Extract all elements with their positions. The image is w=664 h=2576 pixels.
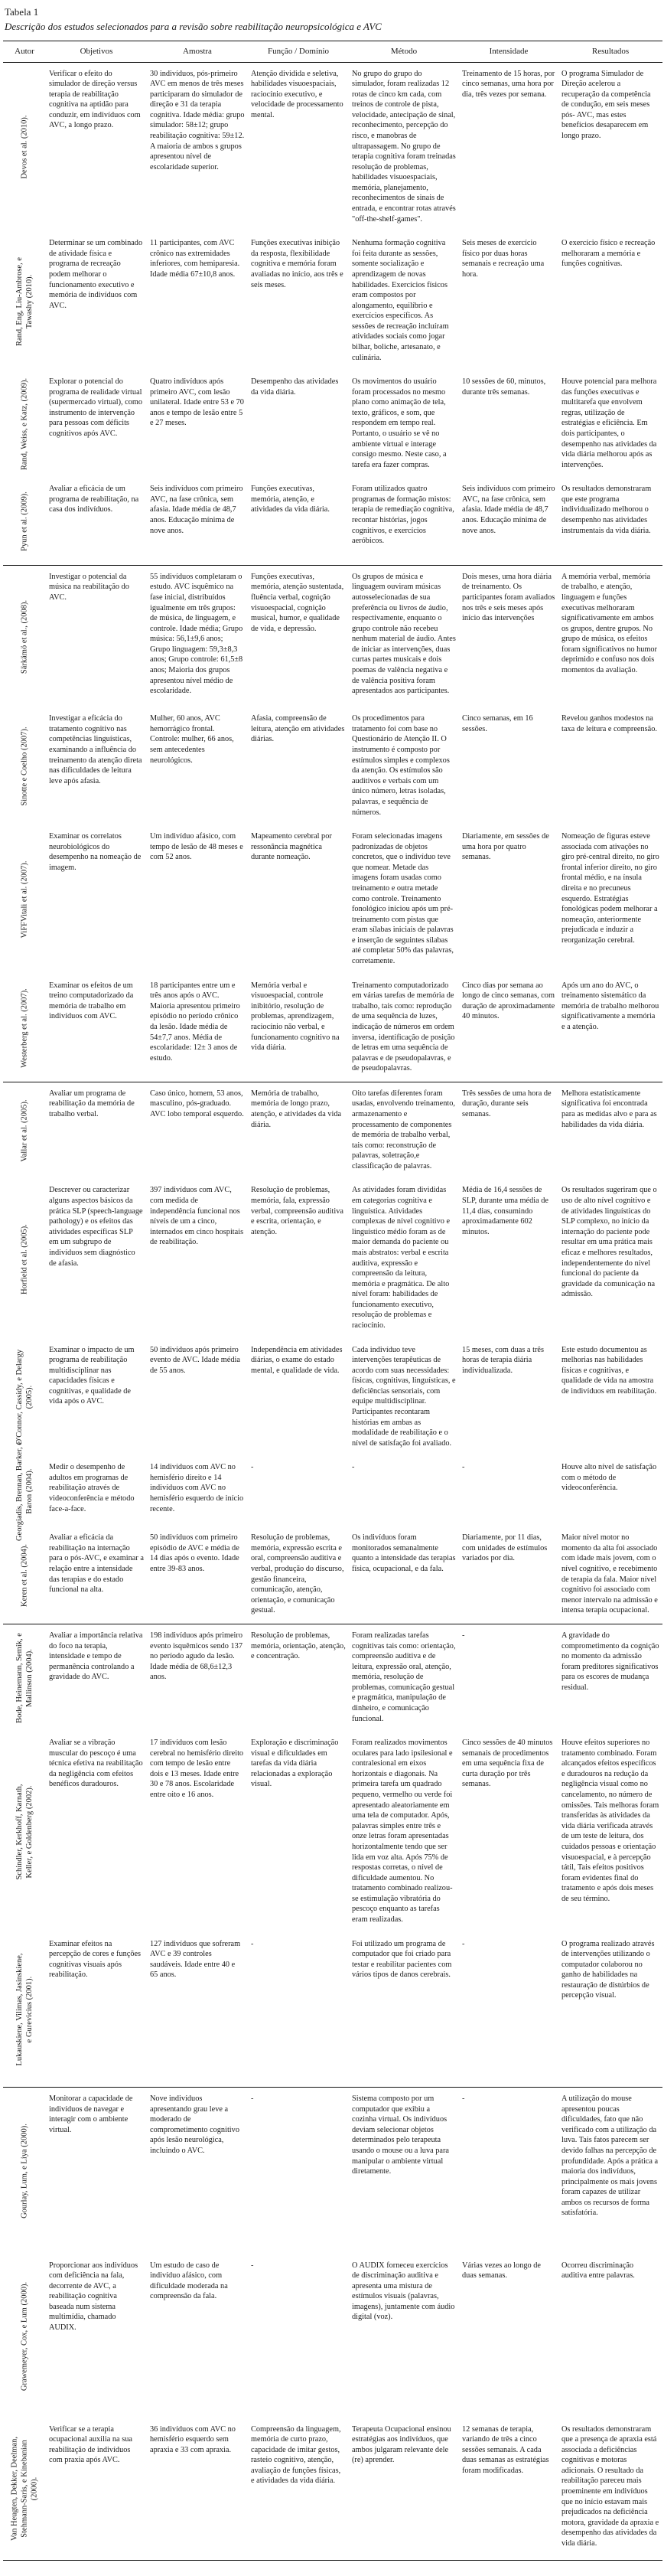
cell-funcao-dominio: Compreensão da linguagem, memória de curto prazo, capacidade de imitar gestos, rasteio cognitivo, atenção, avaliação de funções físicas, e atividades da vida diária.: [251, 2424, 341, 2486]
author-label: Pyun et al. (2009).: [20, 491, 29, 552]
table-row: [3, 1933, 662, 2088]
cell-metodo: Foram realizados movimentos oculares para lado ipsilesional e contralesional em eixos horizontais e diagonais. Na primeira tarefa um quadrado pequeno, vermelho ou verde foi apresentado aleatoriamente em uma tela de computador. Após, palavras simples entre três e onze letras foram apresentadas horizontalmente tendo que ser lida em voz alta. Após 75% de respostas corretas, o nível de dificuldade aumentou. No tratamento combinado realizou-se estimulação vibratória do pescoço enquanto as tarefas eram realizadas.: [352, 1739, 453, 1924]
header-funcao-dominio: Função / Domínio: [267, 47, 330, 56]
cell-objetivos: Determinar se um combinado de atividade física e programa de recreação podem melhorar o funcionamento executivo e memória de indivíduos com AVC.: [49, 239, 143, 310]
cell-autor: [3, 1624, 46, 1732]
cell-objetivos: Verificar se a terapia ocupacional auxilia na sua reabilitação de indivíduos com praxia após AVC.: [49, 2424, 132, 2465]
cell-funcao-dominio: Funções executivas inibição da resposta, flexibilidade cognitiva e memória foram avaliadas no início, aos três e seis meses.: [251, 239, 343, 289]
cell-funcao-dominio: Mapeamento cerebral por ressonância magnética durante nomeação.: [251, 832, 332, 862]
author-label: Schindler, Kerkhoff, Karnath, Keller, e Goldenberg (2002).: [15, 1784, 34, 1880]
cell-resultados: Maior nível motor no momento da alta foi associado com idade mais jovem, com o nível cognitivo, e recebimento de terapia da fala. Maior nível cognitivo foi associado com menor intervalo na admissão e intensa terapia ocupacional.: [561, 1533, 658, 1615]
cell-metodo: No grupo do grupo do simulador, foram realizadas 12 rotas de cinco km cada, com treinos de controle de pista, velocidade, antecipação de sinal, reconhecimento, percepção do risco, e manobras de ultrapassagem. No grupo de terapia cognitiva foram treinadas resolução de problemas, habilidades visuoespaciais, memória, planejamento, reconhecimentos de sinais de entrada, e encontrar rotas através "off-the-shelf-games".: [352, 69, 456, 224]
cell-amostra: Caso único, homem, 53 anos, masculino, pós-graduado. AVC lobo temporal esquerdo.: [150, 1089, 244, 1118]
cell-funcao-dominio: Funções executivas, memória, atenção, e atividades da vida diária.: [251, 485, 330, 514]
cell-intensidade: -: [462, 1463, 465, 1472]
cell-metodo: As atividades foram divididas em categorias cognitiva e linguística. Atividades complexas de nível cognitivo e linguístico médio foram as de maior demanda do paciente ou mais abstratos: verbal e escrita auditiva, expressão e compreensão da leitura, memória e pragmática. De alto nível foram: habilidades de funcionamento executivo, resolução de problemas e raciocínio.: [352, 1186, 451, 1330]
table-row: [3, 232, 662, 371]
author-label: Grawemeyer, Cox, e Lum (2000).: [20, 2281, 29, 2391]
table-row: [3, 825, 662, 975]
cell-resultados: Houve alto nível de satisfação com o método de videoconferência.: [561, 1463, 657, 1493]
cell-amostra: 17 indivíduos com lesão cerebral no hemisfério direito com tempo de lesão entre dois e 13 meses. Idade entre 30 e 78 anos. Escolaridade entre oito e 16 anos.: [150, 1739, 244, 1800]
table-row: [3, 2088, 662, 2254]
cell-intensidade: -: [462, 1631, 465, 1640]
table-row: [3, 2254, 662, 2418]
cell-objetivos: Examinar o impacto de um programa de reabilitação multidisciplinar nas capacidades físicas e cognitivas, e qualidade de vida após o AVC.: [49, 1345, 135, 1406]
author-label: Sinotte e Coelho (2007).: [20, 726, 29, 806]
cell-metodo: Terapeuta Ocupacional ensinou estratégias aos indivíduos, que ambos julgaram relevante dele (re) aprender.: [352, 2424, 451, 2465]
cell-resultados: O programa realizado através de intervenções utilizando o computador colaborou no ganho de habilidades na restauração de distúrbios de percepção visual.: [561, 1939, 655, 2000]
cell-amostra: 50 indivíduos com primeiro episódio de AVC e média de 14 dias após o evento. Idade entre 39-83 anos.: [150, 1533, 239, 1574]
cell-amostra: 198 indivíduos após primeiro evento isquêmicos sendo 137 no período agudo da lesão. Idade média de 68,6±12,3 anos.: [150, 1631, 242, 1682]
cell-intensidade: Diariamente, em sessões de uma hora por quatro semanas.: [462, 832, 549, 862]
cell-objetivos: Avaliar a importância relativa do foco na terapia, intensidade e tempo de permanência controlando a gravidade do AVC.: [49, 1631, 143, 1682]
table-row: [3, 975, 662, 1082]
table-row: [3, 1526, 662, 1624]
author-label: Vallar et al. (2005).: [20, 1099, 29, 1162]
cell-autor: [3, 707, 46, 825]
cell-funcao-dominio: Desempenho das atividades da vida diária.: [251, 377, 339, 397]
cell-intensidade: Dois meses, uma hora diária de treinamento. Os participantes foram avaliados nos três e seis meses após início das intervenções: [462, 572, 555, 623]
cell-intensidade: Diariamente, por 11 dias, com unidades de estímulos variados por dia.: [462, 1533, 548, 1563]
cell-autor: [3, 1933, 46, 2088]
cell-metodo: Os movimentos do usuário foram processados no mesmo plano como animação de tela, texto, gráficos, e som, que respondem em tempo real. Portanto, o usuário se vê no ambiente virtual e interage consigo mesmo. Neste caso, a tarefa era fazer compras.: [352, 377, 447, 469]
author-label: Gourlay, Lum, e Liya (2000).: [20, 2123, 29, 2218]
table-row: [3, 1624, 662, 1732]
cell-autor: [3, 2418, 46, 2561]
header-amostra: Amostra: [183, 47, 212, 56]
cell-metodo: Os procedimentos para tratamento foi com base no Questionário de Atenção II. O instrumento é composto por estímulos simples e complexos da atenção. Os estímulos são auditivos e verbais com um único número, letras isoladas, palavras, e sequência de números.: [352, 714, 450, 817]
cell-amostra: Mulher, 60 anos, AVC hemorrágico frontal. Controle: mulher, 66 anos, sem antecedentes neurológicos.: [150, 714, 234, 765]
author-label: Särkämö et al., (2008).: [20, 599, 29, 674]
cell-amostra: 36 indivíduos com AVC no hemisfério esquerdo sem apraxia e 33 com apraxia.: [150, 2424, 236, 2454]
author-label: ViFFVitali et al. (2007).: [20, 860, 29, 939]
cell-resultados: Nomeação de figuras esteve associada com ativações no giro pré-central direito, no giro frontal inferior direito, no giro frontal médio, e na ínsula direita e no precuneus esquerdo. Estratégias fonológicas podem melhorar a nomeação, anteriormente prejudicada e induzir a reorganização cerebral.: [561, 832, 659, 945]
cell-funcao-dominio: Resolução de problemas, memória, expressão escrita e oral, compreensão auditiva e verbal, produção do discurso, gestão financeira, comunicação, atenção, orientação, e comunicação gestual.: [251, 1533, 344, 1615]
cell-resultados: Houve potencial para melhora das funções executivas e multitarefa que envolvem regras, utilização de estratégias e eficiência. Em dois participantes, o desempenho nas atividades da vida diária melhorou após as intervenções.: [561, 377, 657, 469]
cell-funcao-dominio: -: [251, 2261, 254, 2270]
cell-intensidade: Várias vezes ao longo de duas semanas.: [462, 2261, 541, 2281]
cell-resultados: Revelou ganhos modestos na taxa de leitura e compreensão.: [561, 714, 657, 733]
cell-metodo: Os grupos de música e linguagem ouviram músicas autosselecionadas de sua preferência ou livros de áudio, respectivamente, enquanto o grupo controle não recebeu nenhum material de áudio. Antes de iniciar as intervenções, duas curtas partes musicais e dois poemas de valência negativa e de valência positiva foram apresentados aos participantes.: [352, 572, 456, 696]
cell-resultados: Após um ano do AVC, o treinamento sistemático da memória de trabalho melhorou significativamente a memória e a atenção.: [561, 981, 659, 1031]
author-label: Rand, Eng, Liu-Ambrose, e Tawashy (2010).: [15, 256, 34, 346]
cell-autor: [3, 232, 46, 371]
cell-amostra: 127 indivíduos que sofreram AVC e 39 controles saudáveis. Idade entre 40 e 65 anos.: [150, 1939, 241, 1980]
cell-objetivos: Investigar o potencial da música na reabilitação do AVC.: [49, 572, 129, 602]
cell-resultados: Ocorreu discriminação auditiva entre palavras.: [561, 2261, 635, 2281]
cell-metodo: Foram utilizados quatro programas de formação mistos: terapia de remediação cognitiva, recontar histórias, jogos cognitivos, e exercícios aeróbicos.: [352, 485, 454, 546]
cell-intensidade: 12 semanas de terapia, variando de três a cinco sessões semanais. A cada duas semanas as estratégias foram modificadas.: [462, 2424, 549, 2475]
cell-objetivos: Examinar os efeitos de um treino computadorizado da memória de trabalho em indivíduos com AVC.: [49, 981, 134, 1021]
cell-resultados: Os resultados demonstraram que este programa individualizado melhorou o desempenho nas atividades instrumentais da vida diária.: [561, 485, 652, 535]
cell-funcao-dominio: -: [251, 1939, 254, 1948]
cell-objetivos: Proporcionar aos indivíduos com deficiência na fala, decorrente de AVC, a reabilitação cognitiva baseada num sistema multimídia, chamado AUDIX.: [49, 2261, 138, 2333]
cell-metodo: Os indivíduos foram monitorados semanalmente quanto a intensidade das terapias física, ocupacional, e da fala.: [352, 1533, 456, 1574]
author-label: Georgiadis, Brennan, Barker, e Baron (2004).: [15, 1441, 34, 1542]
cell-objetivos: Medir o desempenho de adultos em programas de reabilitação através de videoconferência e método face-a-face.: [49, 1463, 135, 1513]
cell-funcao-dominio: -: [251, 2094, 254, 2104]
cell-funcao-dominio: Memória verbal e visuoespacial, controle inibitório, resolução de problemas, aprendizagem, raciocínio não verbal, e funcionamento cognitivo na vida diária.: [251, 981, 340, 1053]
author-label: Bode, Heinemann, Semik, e Mallinson (2004).: [15, 1633, 34, 1723]
cell-funcao-dominio: Resolução de problemas, memória, orientação, atenção, e concentração.: [251, 1631, 346, 1661]
cell-funcao-dominio: -: [251, 1463, 254, 1472]
table-row: [3, 1732, 662, 1932]
cell-autor: [3, 825, 46, 975]
cell-amostra: 18 participantes entre um e três anos após o AVC. Maioria apresentou primeiro episódio no período crônico da lesão. Idade média de 54±7,7 anos. Média de escolaridade: 12± 3 anos de estudo.: [150, 981, 240, 1063]
cell-objetivos: Explorar o potencial do programa de realidade virtual (supermercado virtual), como instrumento de intervenção para pessoas com déficits cognitivos após AVC.: [49, 377, 143, 439]
cell-funcao-dominio: Afasia, compreensão de leitura, atenção em atividades diárias.: [251, 714, 345, 744]
cell-objetivos: Examinar efeitos na percepção de cores e funções cognitivas visuais após reabilitação.: [49, 1939, 142, 1980]
author-label: Lukauskiene, Vilimas, Jasinskiene, e Gurevicius (2001).: [15, 1953, 34, 2066]
cell-amostra: 11 participantes, com AVC crônico nas extremidades inferiores, com hemiparesia. Idade média 67±10,8 anos.: [150, 239, 240, 279]
cell-autor: [3, 2254, 46, 2418]
cell-metodo: O AUDIX forneceu exercícios de discriminação auditiva e apresenta uma mistura de estímulos visuais (palavras, imagens), juntamente com áudio digital (voz).: [352, 2261, 455, 2322]
table-caption: Descrição dos estudos selecionados para a revisão sobre reabilitação neuropsicológica e AVC: [5, 21, 382, 32]
author-label: Keren et al. (2004).: [20, 1543, 29, 1607]
cell-resultados: O exercício físico e recreação melhoraram a memória e funções cognitivas.: [561, 239, 656, 269]
cell-intensidade: Cinco semanas, em 16 sessões.: [462, 714, 533, 733]
cell-resultados: Este estudo documentou as melhorias nas habilidades físicas e cognitivas, e qualidade de vida na amostra de indivíduos em reabilitação.: [561, 1345, 657, 1396]
cell-objetivos: Avaliar um programa de reabilitação da memória de trabalho verbal.: [49, 1089, 135, 1118]
cell-autor: [3, 1082, 46, 1179]
header-resultados: Resultados: [591, 47, 630, 56]
cell-intensidade: Média de 16,4 sessões de SLP, durante uma média de 11,4 dias, consumindo aproximadamente 602 minutos.: [462, 1186, 548, 1236]
header-intensidade: Intensidade: [489, 47, 529, 56]
cell-objetivos: Investigar a eficácia do tratamento cognitivo nas competências linguísticas, examinando a influência do treinamento da atenção direta nas dificuldades de leitura leve após afasia.: [49, 714, 142, 785]
cell-amostra: Nove indivíduos apresentando grau leve a moderado de comprometimento cognitivo após lesão neurológica, incluindo o AVC.: [150, 2094, 239, 2155]
author-label: Horfield et al. (2005).: [20, 1223, 29, 1295]
table-row: [3, 62, 662, 232]
cell-metodo: Oito tarefas diferentes foram usadas, envolvendo treinamento, armazenamento e processamento de componentes de memória de trabalho verbal, tais como: reconstrução de palavras, soletração,e classificação de palavras.: [352, 1089, 455, 1170]
cell-funcao-dominio: Memória de trabalho, memória de longo prazo, atenção, e atividades da vida diária.: [251, 1089, 342, 1129]
cell-metodo: Treinamento computadorizado em várias tarefas de memória de trabalho, tais como: reprodução de uma sequência de luzes, indicação de números em ordem inversa, identificação de posição de letras em uma sequência de palavras e de pseudopalavras, e de pseudopalavras.: [352, 981, 455, 1073]
cell-objetivos: Descrever ou caracterizar alguns aspectos básicos da prática SLP (speech-language pathology) e os efeitos das atividades específicas SLP em um subgrupo de indivíduos sem diagnóstico de afasia.: [49, 1186, 143, 1268]
cell-autor: [3, 1179, 46, 1338]
cell-amostra: 14 indivíduos com AVC no hemisfério direito e 14 indivíduos com AVC no hemisfério esquerdo de início recente.: [150, 1463, 244, 1513]
header-autor: Autor: [15, 47, 34, 56]
author-label: Devos et al. (2010).: [20, 115, 29, 179]
cell-amostra: 397 indivíduos com AVC, com medida de independência funcional nos níveis de um a cinco, internados em cinco hospitais de reabilitação.: [150, 1186, 244, 1247]
author-label: O'Connor, Cassidy, e Delargy (2005).: [15, 1350, 34, 1445]
cell-metodo: -: [352, 1463, 355, 1472]
cell-resultados: Houve efeitos superiores no tratamento combinado. Foram alcançados efeitos específicos e duradouros na redução da negligência visual como no cancelamento, no número de omissões. Tais melhoras foram transferidas às atividades da vida diária verificada através de um teste de leitura, dos cuidados pessoas e orientação visuoespacial, e à percepção tátil, Tais efeitos positivos foram evidentes final do tratamento e após dois meses de seu término.: [561, 1739, 659, 1903]
cell-amostra: Um estudo de caso de indivíduo afásico, com dificuldade moderada na compreensão da fala.: [150, 2261, 228, 2301]
table-label: Tabela 1: [5, 6, 39, 18]
cell-autor: [3, 975, 46, 1082]
cell-amostra: Quatro indivíduos após primeiro AVC, com lesão unilateral. Idade entre 53 e 70 anos e tempo de lesão entre 5 e 27 meses.: [150, 377, 244, 428]
cell-autor: [3, 62, 46, 232]
table-row: [3, 1179, 662, 1338]
cell-funcao-dominio: Atenção dividida e seletiva, habilidades visuoespaciais, raciocínio executivo, e velocidade de processamento mental.: [251, 69, 343, 119]
cell-resultados: Melhora estatisticamente significativa foi encontrada para as medidas alvo e para as habilidades da vida diária.: [561, 1089, 657, 1129]
cell-autor: [3, 1441, 46, 1542]
studies-table: [3, 41, 662, 2561]
cell-funcao-dominio: Exploração e discriminação visual e dificuldades em tarefas da vida diária relacionadas a exploração visual.: [251, 1739, 339, 1789]
cell-resultados: Os resultados demonstraram que a presença de apraxia está associada a deficiências cognitivas e motoras adicionais. O resultado da reabilitação pareceu mais proeminente em indivíduos que no início estavam mais prejudicados na deficiência motora, gravidade da apraxia e desempenho das atividades da vida diária.: [561, 2424, 659, 2548]
cell-funcao-dominio: Independência em atividades diárias, o exame do estado mental, e qualidade de vida.: [251, 1345, 343, 1375]
cell-amostra: 50 indivíduos após primeiro evento de AVC. Idade média de 55 anos.: [150, 1345, 240, 1375]
cell-autor: [3, 1732, 46, 1932]
cell-objetivos: Verificar o efeito do simulador de direção versus terapia de reabilitação cognitiva na aptidão para conduzir, em indivíduos com AVC, a longo prazo.: [49, 69, 141, 130]
cell-autor: [3, 1526, 46, 1624]
cell-resultados: A utilização do mouse apresentou poucas dificuldades, fato que não verificado com a utilização da luva. Tais fatos parecem ser devido falhas na percepção de profundidade. Após a prática a maioria dos indivíduos, principalmente os mais jovens foram capazes de utilizar ambos os recursos de forma satisfatória.: [561, 2094, 659, 2218]
cell-amostra: 55 indivíduos completaram o estudo. AVC isquêmico na fase inicial, distribuídos igualmente em três grupos: de música, de linguagem, e controle. Idade média; Grupo música: 56,1±9,6 anos; Grupo linguagem: 59,3±8,3 anos; Grupo controle: 61,5±8 anos; Maioria dos grupos apresentou nível médio de escolaridade.: [150, 572, 243, 696]
table-row: [3, 1456, 662, 1526]
cell-resultados: Os resultados sugeriram que o uso de alto nível cognitivo e de atividades linguísticas do SLP complexo, no início da internação do paciente pode resultar em uma prática mais eficaz e melhores resultados, independentemente do nível funcional do paciente da gravidade da comunicação na admissão.: [561, 1186, 657, 1299]
author-label: Van Heugten, Dekker, Deelman, Stehmann-Saris, e Kinebanian (2000).: [10, 2437, 39, 2542]
cell-metodo: Foram selecionadas imagens padronizadas de objetos concretos, que o indivíduo teve que nomear. Metade das imagens foram usadas como treinamento e outra metade como controle. Treinamento fonológico iniciou após um pré-treinamento com pistas que eram sílabas iniciais de palavras e inserção de seguintes sílabas até completar 50% das palavras, corretamente.: [352, 832, 454, 966]
cell-objetivos: Monitorar a capacidade de indivíduos de navegar e interagir com o ambiente virtual.: [49, 2094, 133, 2134]
cell-funcao-dominio: Funções executivas, memória, atenção sustentada, fluência verbal, cognição visuoespacial, cognição musical, humor, e qualidade de vida, e depressão.: [251, 572, 344, 633]
table-body: [3, 62, 662, 2561]
author-label: Rand, Weiss, e Katz, (2009).: [20, 378, 29, 471]
cell-objetivos: Avaliar se a vibração muscular do pescoço é uma técnica efetiva na reabilitação da negligência com efeitos benéficos duradouros.: [49, 1739, 143, 1789]
cell-amostra: 30 indivíduos, pós-primeiro AVC em menos de três meses participaram do simulador de direção e 31 da terapia cognitiva. Idade média: grupo simulador: 58±12; grupo reabilitação cognitiva: 59±12. A maioria de ambos s grupos apresentou nível de escolaridade superior.: [150, 69, 245, 171]
cell-autor: [3, 478, 46, 565]
table-row: [3, 2418, 662, 2561]
cell-resultados: A memória verbal, memória de trabalho, e atenção, linguagem e funções executivas melhoraram significativamente em ambos os grupos, dentre grupos. No grupo de música, os efeitos foram significativos no humor deprimido e confuso nos dois momentos da avaliação.: [561, 572, 657, 675]
cell-amostra: Um indivíduo afásico, com tempo de lesão de 48 meses e com 52 anos.: [150, 832, 243, 862]
cell-metodo: Foi utilizado um programa de computador que foi criado para testar e reabilitar pacientes com vários tipos de danos cerebrais.: [352, 1939, 452, 1980]
cell-metodo: Sistema composto por um computador que exibiu a cozinha virtual. Os indivíduos deviam selecionar objetos determinados pelo terapeuta usando o mouse ou a luva para manipular o ambiente virtual diretamente.: [352, 2094, 449, 2176]
table-row: [3, 371, 662, 478]
cell-autor: [3, 565, 46, 707]
table-row: [3, 478, 662, 565]
cell-amostra: Seis indivíduos com primeiro AVC, na fase crônica, sem afasia. Idade média de 48,7 anos. Educação mínima de nove anos.: [150, 485, 243, 535]
cell-autor: [3, 2088, 46, 2254]
cell-intensidade: Cinco sessões de 40 minutos semanais de procedimentos em uma sequência fixa de curta duração por três semanas.: [462, 1739, 553, 1789]
cell-intensidade: Três sessões de uma hora de duração, durante seis semanas.: [462, 1089, 552, 1118]
cell-metodo: Cada indivíduo teve intervenções terapêuticas de acordo com suas necessidades: físicas, cognitivas, linguísticas, e deficiências sensoriais, com equipe multidisciplinar. Participantes recontaram histórias em ambas as modalidade de reabilitação e o nível de satisfação foi avaliado.: [352, 1345, 456, 1448]
cell-intensidade: -: [462, 1939, 465, 1948]
author-label: Westerberg et al. (2007).: [20, 988, 29, 1068]
table-row: [3, 1082, 662, 1179]
header-metodo: Método: [390, 47, 418, 56]
cell-resultados: O programa Simulador de Direção acelerou a recuperação da competência de condução, em seis meses pós- AVC, mas estes benefícios desaparecem em longo prazo.: [561, 69, 651, 140]
table-row: [3, 707, 662, 825]
cell-metodo: Nenhuma formação cognitiva foi feita durante as sessões, somente socialização e aprendizagem de novas habilidades. Exercícios físicos eram compostos por alongamento, equilíbrio e exercícios específicos. As sessões de recreação incluíram atividades sociais como jogar bilhar, boliche, artesanato, e culinária.: [352, 239, 449, 362]
cell-intensidade: Treinamento de 15 horas, por cinco semanas, uma hora por dia, três vezes por semana.: [462, 69, 555, 99]
cell-intensidade: Cinco dias por semana ao longo de cinco semanas, com duração de aproximadamente 40 minutos.: [462, 981, 555, 1021]
cell-intensidade: -: [462, 2094, 465, 2104]
table-header-row: [3, 41, 662, 63]
cell-intensidade: Seis indivíduos com primeiro AVC, na fase crônica, sem afasia. Idade média de 48,7 anos. Educação mínima de nove anos.: [462, 485, 555, 535]
cell-metodo: Foram realizadas tarefas cognitivas tais como: orientação, compreensão auditiva e de leitura, expressão oral, atenção, memória, resolução de problemas, comunicação gestual e pragmática, manipulação de dinheiro, e comunicação funcional.: [352, 1631, 456, 1723]
cell-funcao-dominio: Resolução de problemas, memória, fala, expressão verbal, compreensão auditiva e escrita, orientação, e atenção.: [251, 1186, 343, 1236]
header-objetivos: Objetivos: [80, 47, 113, 56]
table-row: [3, 1339, 662, 1457]
cell-intensidade: 15 meses, com duas a três horas de terapia diária individualizada.: [462, 1345, 544, 1375]
cell-intensidade: Seis meses de exercício físico por duas horas semanais e recreação uma hora.: [462, 239, 545, 279]
table-row: [3, 565, 662, 707]
cell-objetivos: Avaliar a eficácia da reabilitação na internação para o pós-AVC, e examinar a relação entre a intensidade das terapias e do estado funcional na alta.: [49, 1533, 144, 1595]
cell-resultados: A gravidade do comprometimento da cognição no momento da admissão foram preditores significativos para os escores de mudança residual.: [561, 1631, 659, 1692]
cell-intensidade: 10 sessões de 60, minutos, durante três semanas.: [462, 377, 546, 397]
cell-objetivos: Examinar os correlatos neurobiológicos do desempenho na nomeação de imagem.: [49, 832, 142, 872]
cell-autor: [3, 371, 46, 478]
cell-objetivos: Avaliar a eficácia de um programa de reabilitação, na casa dos indivíduos.: [49, 485, 139, 514]
